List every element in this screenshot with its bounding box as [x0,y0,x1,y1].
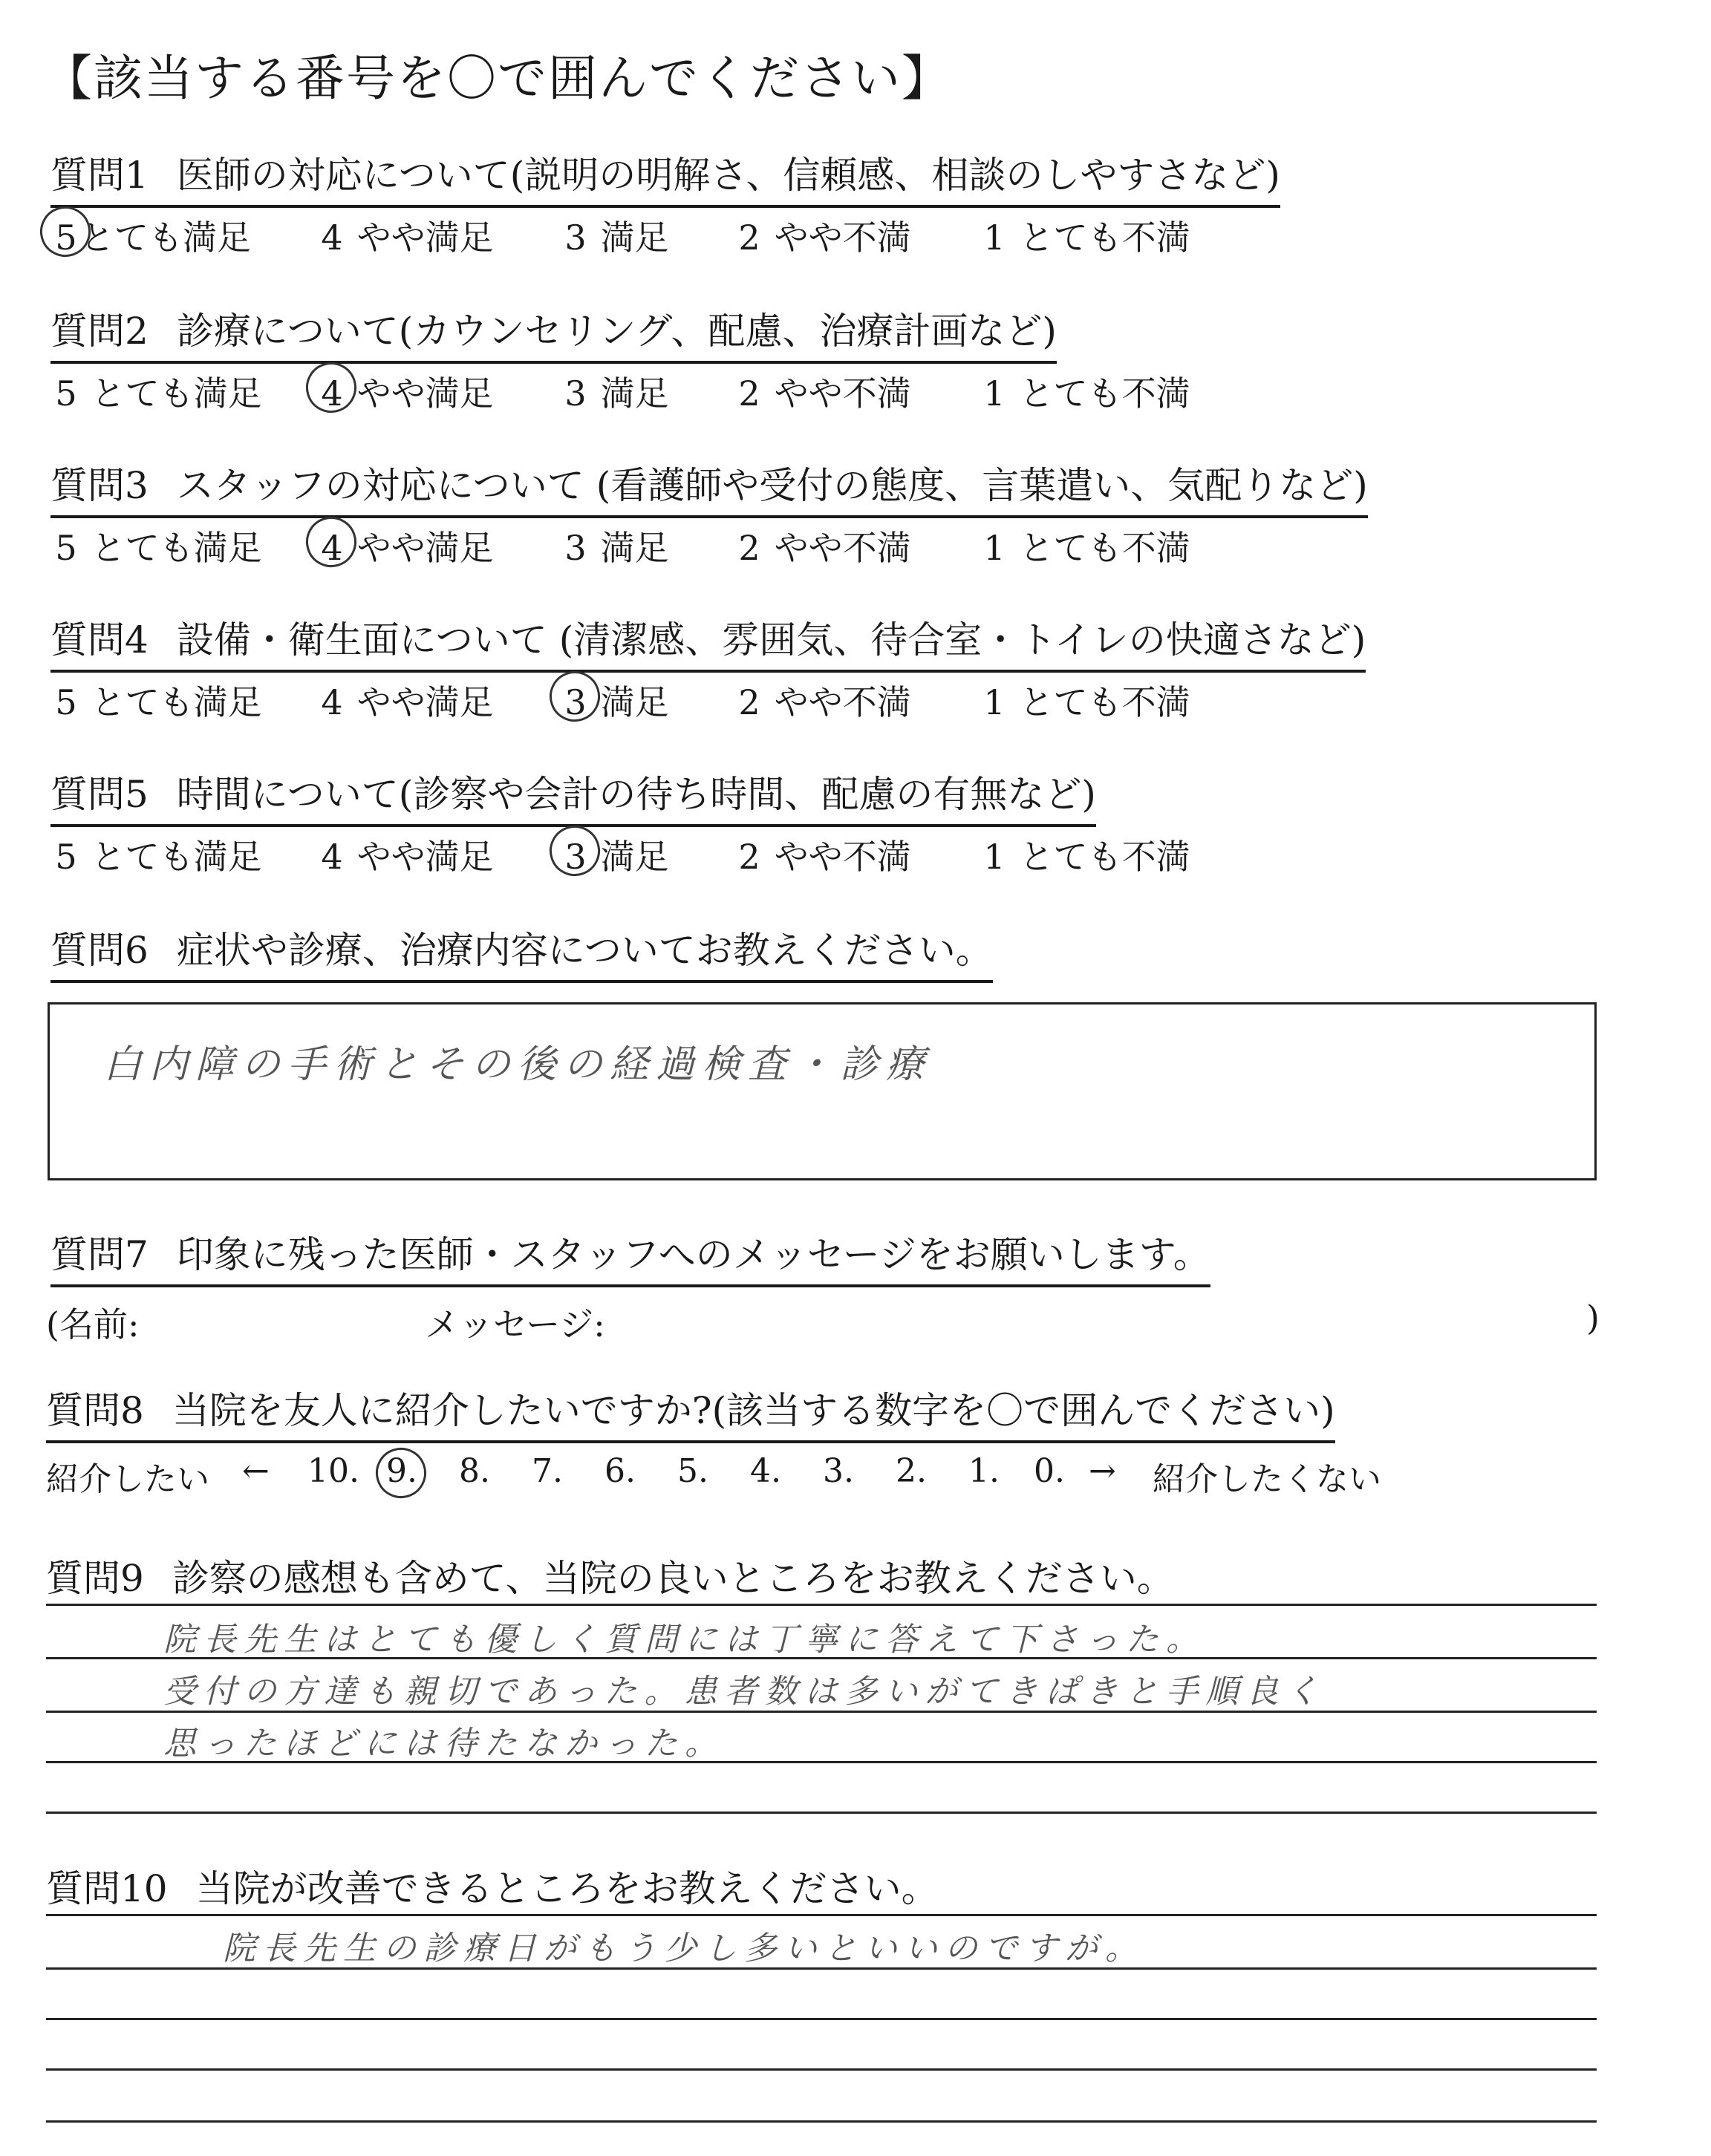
answer-line [46,1604,1597,1606]
question-5-number: 質問5 [50,773,149,816]
scale-option-4[interactable]: 4. [750,1452,781,1490]
left-arrow-icon: ← [242,1452,270,1490]
q3-option-4[interactable]: 4 やや満足 [318,521,494,570]
question-6-number: 質問6 [50,929,149,972]
selected-circle-mark [299,510,363,574]
question-6-handwritten-answer: 白内障の手術とその後の経過検査・診療 [103,1042,933,1087]
q5-option-3[interactable]: 3 満足 [561,830,669,879]
question-9-number: 質問9 [46,1557,144,1600]
scale-option-2[interactable]: 2. [896,1452,927,1490]
question-9-answer-line-1: 院長先生はとても優しく質問には丁寧に答えて下さった。 [163,1621,1206,1659]
question-9-answer-line-3: 思ったほどには待たなかった。 [163,1725,725,1763]
question-5-heading [50,765,1096,827]
answer-line [46,2018,1597,2020]
q2-option-4[interactable]: 4 やや満足 [318,367,494,416]
question-3-number: 質問3 [50,464,149,507]
q3-option-5[interactable]: 5 とても満足 [55,528,262,568]
question-2-text: 診療について(カウンセリング、配慮、治療計画など) [176,310,1057,353]
scale-option-3[interactable]: 3. [823,1452,854,1490]
question-9-answer-line-2: 受付の方達も親切であった。患者数は多いがてきぱきと手順良く [163,1673,1326,1711]
question-6-answer-box[interactable] [48,1002,1597,1180]
q3-option-2[interactable]: 2 やや不満 [738,528,911,568]
question-10-heading [46,1859,939,1918]
answer-line [46,1812,1597,1814]
referral-right-label: 紹介したくない [1153,1460,1381,1498]
question-4-number: 質問4 [50,618,149,662]
q5-option-1[interactable]: 1 とても不満 [983,837,1190,877]
question-4-heading [50,610,1366,673]
q5-option-4[interactable]: 4 やや満足 [321,837,494,877]
question-1-text: 医師の対応について(説明の明解さ、信頼感、相談のしやすさなど) [176,154,1280,197]
q2-option-5[interactable]: 5 とても満足 [55,373,262,414]
q4-option-5[interactable]: 5 とても満足 [55,682,262,722]
q4-option-4[interactable]: 4 やや満足 [321,682,494,722]
question-7-text: 印象に残った医師・スタッフへのメッセージをお願いします。 [176,1233,1210,1276]
q2-option-3[interactable]: 3 満足 [564,373,669,414]
selected-circle-mark [369,1441,433,1505]
question-1-heading [50,146,1280,208]
scale-option-1[interactable]: 1. [968,1452,1000,1490]
question-2-number: 質問2 [50,310,149,353]
q1-option-2[interactable]: 2 やや不満 [738,218,911,258]
name-label: (名前: [46,1304,140,1345]
question-8-text: 当院を友人に紹介したいですか?(該当する数字を〇で囲んでください) [172,1389,1335,1432]
question-8-heading [46,1381,1335,1443]
question-9-text: 診察の感想も含めて、当院の良いところをお教えください。 [172,1557,1174,1600]
question-5-text: 時間について(診察や会計の待ち時間、配慮の有無など) [176,773,1096,816]
selected-circle-mark [543,819,607,883]
q2-option-2[interactable]: 2 やや不満 [738,373,911,414]
referral-scale: 紹介したい ← 10. 9. 8. 7. 6. 5. 4. 3. 2. 1. 0. → 紹介したくない [46,1452,1531,1497]
scale-option-0[interactable]: 0. [1034,1452,1065,1490]
q5-option-5[interactable]: 5 とても満足 [55,837,262,877]
answer-line [46,1914,1597,1916]
question-3-text: スタッフの対応について (看護師や受付の態度、言葉遣い、気配りなど) [176,464,1368,507]
answer-line [46,2120,1597,2123]
page-title: 【該当する番号を〇で囲んでください】 [43,50,952,107]
selected-circle-mark [299,356,363,419]
scale-option-5[interactable]: 5. [677,1452,708,1490]
question-6-text: 症状や診療、治療内容についてお教えください。 [176,929,993,972]
q1-option-3[interactable]: 3 満足 [564,218,669,258]
scale-option-6[interactable]: 6. [604,1452,636,1490]
message-label: メッセージ: [425,1304,605,1345]
question-6-heading [50,921,993,983]
answer-line [46,2068,1597,2071]
question-10-number: 質問10 [46,1867,168,1910]
q3-option-1[interactable]: 1 とても不満 [983,528,1190,568]
right-arrow-icon: → [1089,1452,1116,1490]
message-close-paren: ) [1586,1298,1600,1338]
q4-option-1[interactable]: 1 とても不満 [983,682,1190,722]
question-10-answer-line-1: 院長先生の診療日がもう少し多いといいのですが。 [223,1930,1145,1967]
q3-option-3[interactable]: 3 満足 [564,528,669,568]
question-8-number: 質問8 [46,1389,144,1432]
question-3-heading [50,456,1368,518]
question-10-text: 当院が改善できるところをお教えください。 [195,1867,939,1910]
q4-option-3[interactable]: 3 満足 [561,676,669,725]
question-1-number: 質問1 [50,154,149,197]
q1-option-1[interactable]: 1 とても不満 [983,218,1190,258]
question-4-text: 設備・衛生面について (清潔感、雰囲気、待合室・トイレの快適さなど) [176,618,1366,662]
q5-option-2[interactable]: 2 やや不満 [738,837,911,877]
q1-option-4[interactable]: 4 やや満足 [321,218,494,258]
question-2-heading [50,301,1057,364]
question-9-heading [46,1549,1174,1608]
scale-option-7[interactable]: 7. [532,1452,563,1490]
q1-option-5[interactable]: 5 とても満足 [52,211,251,260]
scale-option-10[interactable]: 10. [307,1452,359,1490]
question-7-number: 質問7 [50,1233,149,1276]
referral-left-label: 紹介したい [46,1460,209,1498]
question-7-heading [50,1225,1210,1287]
selected-circle-mark [543,664,607,728]
q2-option-1[interactable]: 1 とても不満 [983,373,1190,414]
scale-option-8[interactable]: 8. [459,1452,490,1490]
q4-option-2[interactable]: 2 やや不満 [738,682,911,722]
